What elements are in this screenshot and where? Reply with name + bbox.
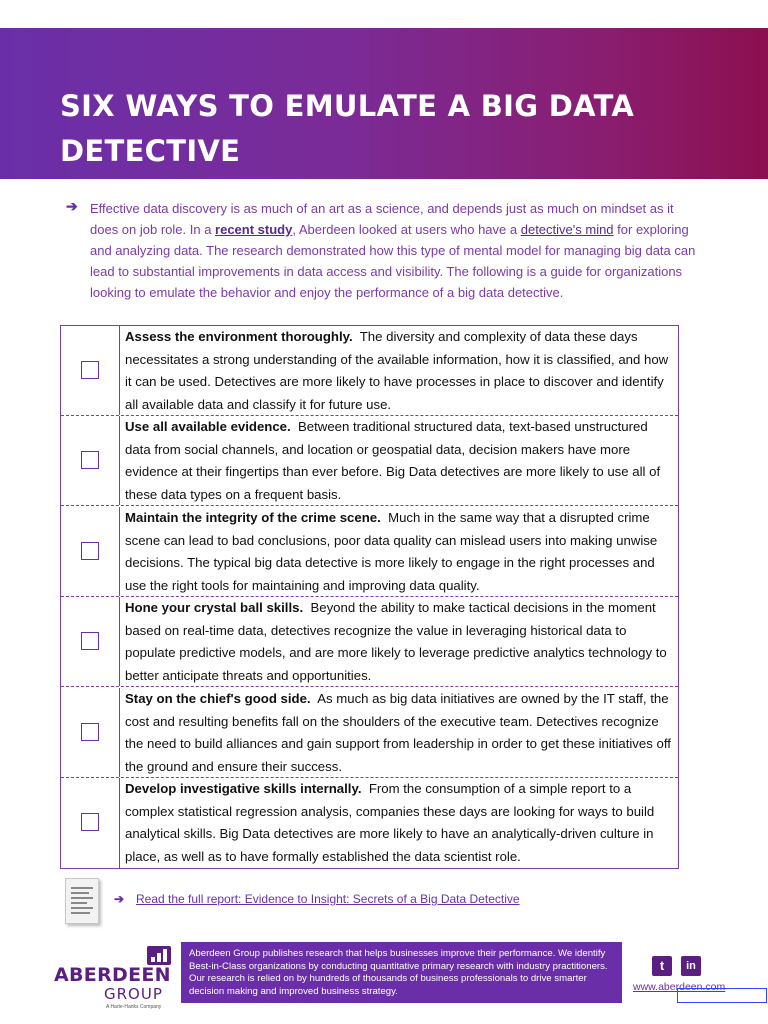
twitter-icon[interactable]: t <box>652 956 672 976</box>
checklist-item-body: From the consumption of a simple report to a complex statistical regression analysis, companies these days are looking for ways to build analytical skills. Big Data detectives are more likely to have an analytically-driven culture in place, as well as to have formally established the data scientist role. <box>125 781 655 864</box>
logo-name: ABERDEEN <box>54 964 171 986</box>
arrow-right-icon: ➔ <box>66 198 78 214</box>
checklist-item-body: The diversity and complexity of data these days necessitates a strong understanding of the available information, how it is classified, and how it can be used. Detectives are more likely to have processes in place to discover and identify all available data and classify it for future use. <box>125 329 669 412</box>
full-report-link[interactable]: Read the full report: Evidence to Insight: Secrets of a Big Data Detective <box>136 892 520 906</box>
checklist-item-heading: Stay on the chief's good side. <box>125 691 311 706</box>
checklist-item-text <box>125 778 675 868</box>
checklist-item-text <box>125 688 675 778</box>
checklist-row <box>61 688 678 778</box>
intro-text-3: for exploring and analyzing data. The research demonstrated how this type of mental model for managing big data can lead to substantial improvements in data access and visibility. The following is a guide for organizations looking to emulate the behavior and enjoy the performance of a big data detective. <box>90 222 696 300</box>
checkbox-cell <box>61 778 120 868</box>
checklist-item-heading: Assess the environment thoroughly. <box>125 329 353 344</box>
checkbox[interactable] <box>81 723 99 741</box>
checkbox-cell <box>61 597 120 686</box>
checkbox[interactable] <box>81 451 99 469</box>
checkbox-cell <box>61 326 120 415</box>
checklist-row <box>61 597 678 687</box>
checklist-item-heading: Maintain the integrity of the crime scene. <box>125 510 381 525</box>
checklist-item-body: Much in the same way that a disrupted crime scene can lead to bad conclusions, poor data quality can mislead users into making unwise decisions. The typical big data detective is more likely to engage in the right processes and use the right tools for maintaining and improving data quality. <box>125 510 658 593</box>
header-banner <box>0 28 768 179</box>
intro-text-1: Effective data discovery is as much of an art as a science, and depends just as much on mindset as it does on job role. In a <box>90 201 674 237</box>
checklist-item-text <box>125 326 675 416</box>
arrow-right-icon: ➔ <box>114 892 125 906</box>
recent-study-link[interactable]: recent study <box>215 222 293 237</box>
checklist-item-text <box>125 507 675 597</box>
checklist-row <box>61 326 678 416</box>
detectives-mind-link[interactable]: detective's mind <box>520 222 614 237</box>
checklist-row <box>61 778 678 868</box>
checkbox[interactable] <box>81 813 99 831</box>
checkbox[interactable] <box>81 632 99 650</box>
checkbox-cell <box>61 507 120 596</box>
checklist-item-body: Beyond the ability to make tactical decisions in the moment based on real-time data, detectives recognize the value in leveraging historical data to populate predictive models, and are more likely to leverage predictive analytics technology to better anticipate threats and opportunities. <box>125 600 667 683</box>
website-link[interactable]: www.aberdeen.com <box>633 981 726 993</box>
checklist-item-text <box>125 416 675 506</box>
document-icon <box>65 878 99 924</box>
checklist-row <box>61 507 678 597</box>
bar-chart-icon <box>147 946 171 965</box>
checklist-item-text <box>125 597 675 687</box>
checkbox[interactable] <box>81 542 99 560</box>
checkbox-cell <box>61 416 120 505</box>
footer-description: Aberdeen Group publishes research that helps businesses improve their performance. We identify Best-in-Class organizations by conducting quantitative primary research with industry practitioners. Our research is relied on by hundreds of thousands of business professionals to drive smarter decision making and improved business strategy. <box>181 942 622 1003</box>
checklist-item-heading: Use all available evidence. <box>125 419 291 434</box>
logo-tagline: A Harte-Hanks Company <box>106 1004 162 1010</box>
checklist-item-body: As much as big data initiatives are owned by the IT staff, the cost and resulting benefits fall on the shoulders of the executive team. Detectives recognize the need to build alliances and gain support from leadership in order to get these initiatives off the ground and ensure their success. <box>125 691 671 774</box>
intro-paragraph <box>90 198 700 303</box>
checklist-row <box>61 416 678 506</box>
checkbox[interactable] <box>81 361 99 379</box>
page-title: SIX WAYS TO EMULATE A BIG DATA DETECTIVE <box>60 89 635 168</box>
logo-group: GROUP <box>104 985 163 1003</box>
checkbox-cell <box>61 688 120 777</box>
link-annotation-box <box>677 988 767 1003</box>
intro-text-2: , Aberdeen looked at users who have a <box>292 222 521 237</box>
linkedin-icon[interactable]: in <box>681 956 701 976</box>
checklist-item-heading: Hone your crystal ball skills. <box>125 600 304 615</box>
checklist-item-heading: Develop investigative skills internally. <box>125 781 362 796</box>
checklist-item-body: Between traditional structured data, text-based unstructured data from social channels, and location or geospatial data, decision makers have more evidence at their fingertips than ever before. Big Data detectives are more likely to use all of these data types on a frequent basis. <box>125 419 661 502</box>
checklist-table <box>60 325 679 869</box>
aberdeen-logo <box>54 944 174 1014</box>
